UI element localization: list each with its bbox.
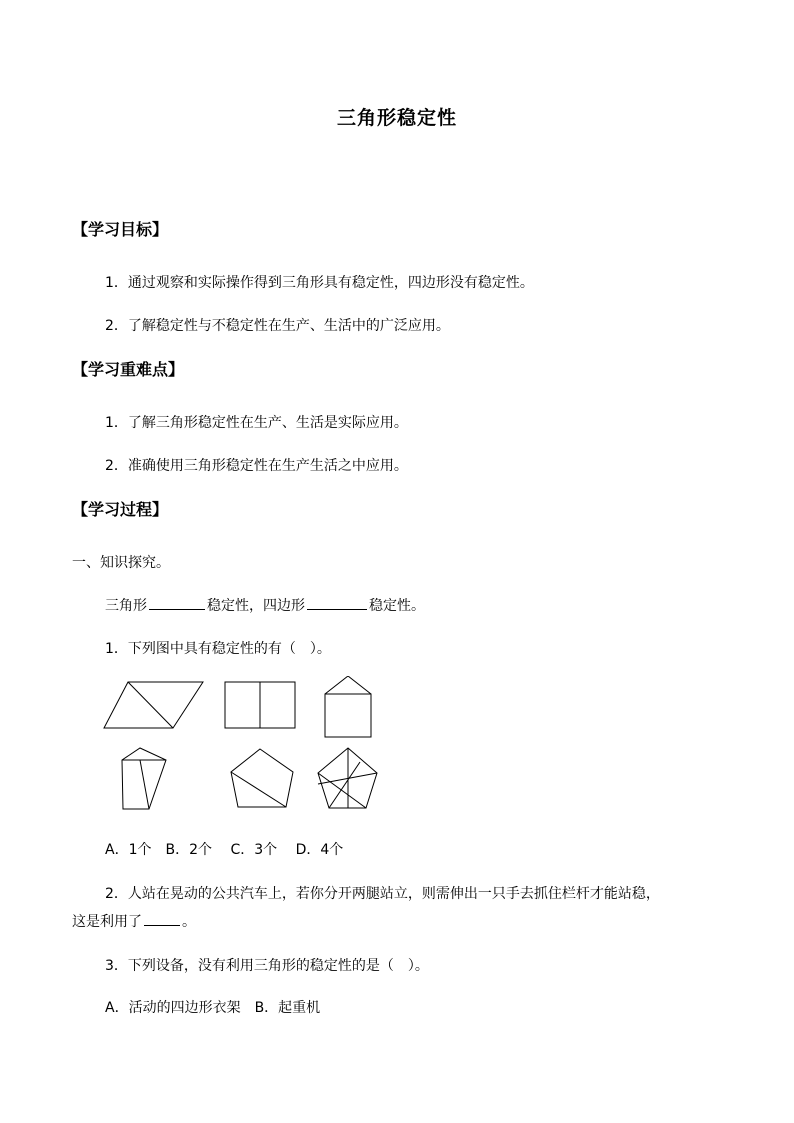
parallelogram-with-diagonal: [104, 682, 203, 728]
goal-item-2: 2．了解稳定性与不稳定性在生产、生活中的广泛应用。: [105, 318, 450, 334]
question-3-options: A．活动的四边形衣架 B．起重机: [105, 1000, 321, 1016]
pentagon-with-triangles: [122, 748, 166, 809]
pentagon-triangulated: [318, 748, 377, 808]
fill-in-sentence: [105, 595, 425, 615]
question-3: 3．下列设备，没有利用三角形的稳定性的是（ ）。: [105, 958, 429, 974]
house-shape: [325, 676, 371, 737]
key-point-item-1: 1．了解三角形稳定性在生产、生活是实际应用。: [105, 415, 408, 431]
key-point-item-2: 2．准确使用三角形稳定性在生产生活之中应用。: [105, 458, 408, 474]
question-2-text: 这是利用了: [72, 914, 142, 930]
answer-blank-1[interactable]: [149, 595, 205, 610]
question-2-line-2: [72, 911, 196, 931]
section-heading-goals: 【学习目标】: [72, 220, 169, 239]
section-heading-process: 【学习过程】: [72, 500, 169, 519]
question-1-options: A．1个 B．2个 C．3个 D．4个: [105, 842, 344, 858]
pentagon-with-diagonal: [231, 749, 293, 807]
part-heading: 一、知识探究。: [72, 555, 170, 571]
goal-item-1: 1．通过观察和实际操作得到三角形具有稳定性，四边形没有稳定性。: [105, 275, 534, 291]
question-1: 1．下列图中具有稳定性的有（ ）。: [105, 641, 331, 657]
fill-text-b: 稳定性，四边形: [207, 598, 305, 614]
section-heading-key-points: 【学习重难点】: [72, 360, 185, 379]
rectangle-split: [225, 682, 295, 728]
fill-text-a: 三角形: [105, 598, 147, 614]
answer-blank-2[interactable]: [307, 595, 367, 610]
question-2-line-1: 2．人站在晃动的公共汽车上，若你分开两腿站立，则需伸出一只手去抓住栏杆才能站稳，: [105, 886, 660, 902]
question-2-end: 。: [182, 914, 196, 930]
page-title: 三角形稳定性: [336, 107, 457, 129]
shapes-figure: [98, 676, 388, 812]
fill-text-c: 稳定性。: [369, 598, 425, 614]
answer-blank-3[interactable]: [144, 911, 180, 926]
